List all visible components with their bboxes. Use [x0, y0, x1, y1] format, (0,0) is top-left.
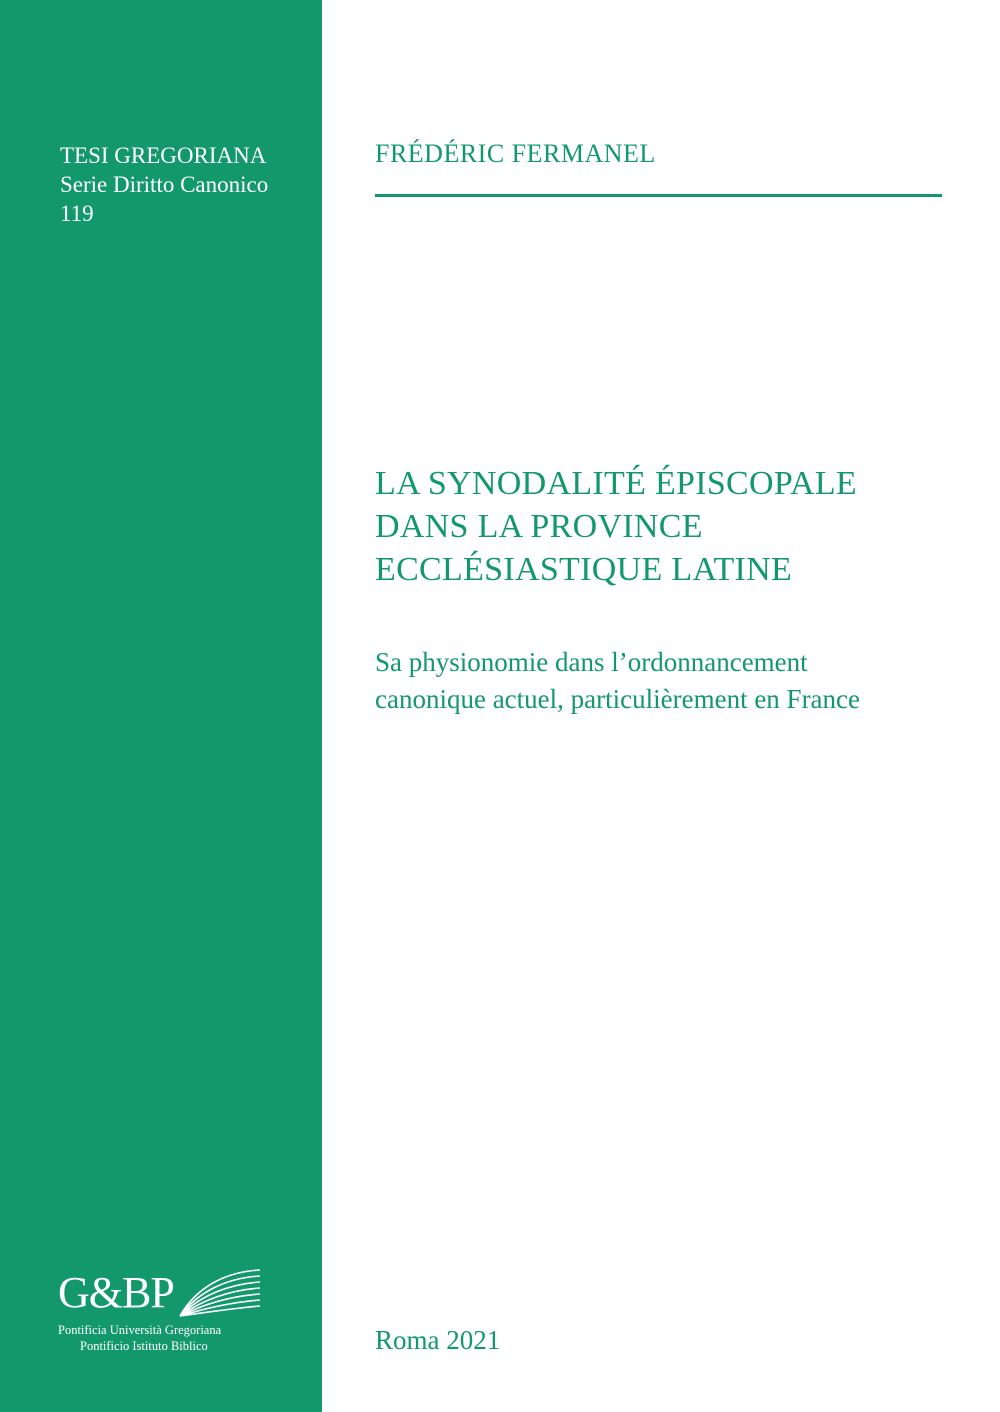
series-info: [60, 141, 268, 228]
publisher-logo-text: G&BP: [58, 1268, 174, 1317]
series-name: TESI GREGORIANA: [60, 143, 267, 168]
title-line-2: DANS LA PROVINCE: [375, 508, 703, 545]
book-subtitle: [375, 644, 860, 718]
publisher-name-1: Pontificia Università Gregoriana: [58, 1323, 222, 1337]
author-name: FRÉDÉRIC FERMANEL: [375, 139, 656, 168]
title-line-3: ECCLÉSIASTIQUE LATINE: [375, 551, 793, 588]
green-side-panel: [0, 0, 322, 1412]
series-number: 119: [60, 201, 94, 226]
publisher-name-2: Pontificio Istituto Biblico: [80, 1339, 208, 1353]
fan-lines-icon: [176, 1266, 262, 1318]
title-line-1: LA SYNODALITÉ ÉPISCOPALE: [375, 465, 857, 502]
book-title: [375, 462, 857, 591]
series-subtitle: Serie Diritto Canonico: [60, 172, 269, 197]
publisher-logo: [58, 1266, 268, 1322]
subtitle-line-2: canonique actuel, particulièrement en France: [375, 684, 861, 714]
publisher-block: [58, 1266, 268, 1354]
divider-line: [375, 194, 942, 197]
subtitle-line-1: Sa physionomie dans l’ordonnancement: [375, 647, 808, 677]
place-year: Roma 2021: [375, 1325, 501, 1355]
